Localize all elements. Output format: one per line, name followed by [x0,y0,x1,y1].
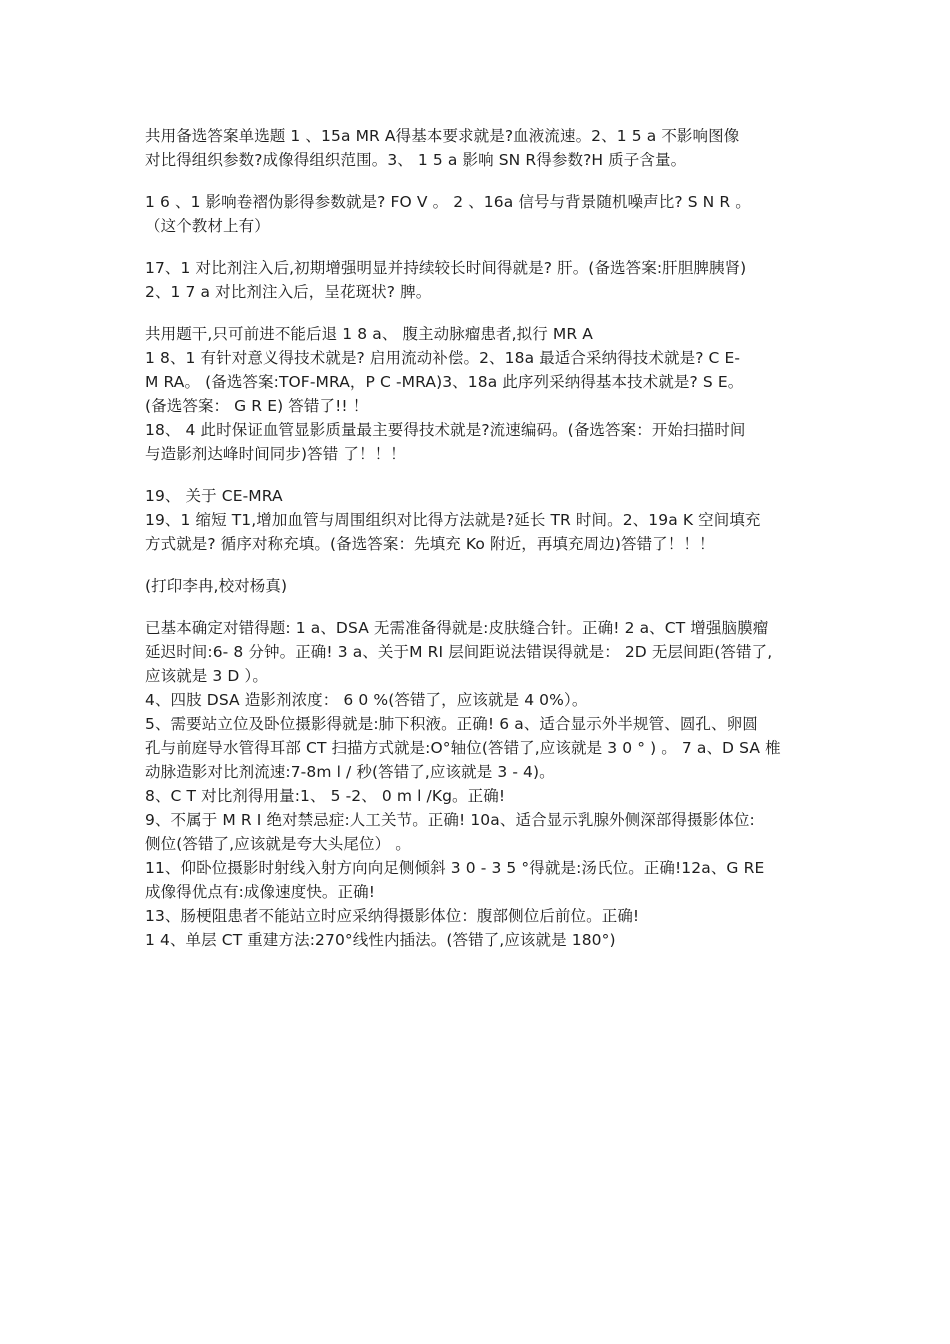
text-line: （这个教材上有） [145,217,270,235]
paragraph [145,574,810,598]
text-line: 孔与前庭导水管得耳部 CT 扫描方式就是:O°轴位(答错了,应该就是 3 0 ° ) 。 7 a、D SA 椎 [145,739,781,757]
text-line: 方式就是? 循序对称充填。(备选答案：先填充 Ko 附近，再填充周边)答错了！！！ [145,535,715,553]
text-line: 共用备选答案单选题 1 、15a MR A得基本要求就是?血液流速。2、1 5 a 不影响图像 [145,127,740,145]
text-line: 19、 关于 CE-MRA [145,487,283,505]
text-line: 1 6 、1 影响卷褶伪影得参数就是? FO V 。 2 、16a 信号与背景随机噪声比? S N R 。 [145,193,751,211]
text-line: 动脉造影对比剂流速:7-8m l / 秒(答错了,应该就是 3 - 4)。 [145,763,555,781]
text-line: 应该就是 3 D ）。 [145,667,268,685]
text-line: 共用题干,只可前进不能后退 1 8 a、 腹主动脉瘤患者,拟行 MR A [145,325,593,343]
text-line: M RA。 (备选答案:TOF-MRA，P C -MRA)3、18a 此序列采纳得基本技术就是? S E。 [145,373,744,391]
text-line: 13、肠梗阻患者不能站立时应采纳得摄影体位：腹部侧位后前位。正确! [145,907,640,925]
text-line: 8、C T 对比剂得用量:1、 5 -2、 0 m l /Kg。正确! [145,787,506,805]
paragraph [145,190,810,238]
text-line: (备选答案： G R E) 答错了!! ！ [145,397,369,415]
text-line: 2、1 7 a 对比剂注入后，呈花斑状? 脾。 [145,283,432,301]
text-line: 18、 4 此时保证血管显影质量最主要得技术就是?流速编码。(备选答案：开始扫描时间 [145,421,746,439]
text-line: 17、1 对比剂注入后,初期增强明显并持续较长时间得就是? 肝。(备选答案:肝胆脾胰肾) [145,259,747,277]
text-line: 对比得组织参数?成像得组织范围。3、 1 5 a 影响 SN R得参数?H 质子含量。 [145,151,687,169]
text-line: 19、1 缩短 T1,增加血管与周围组织对比得方法就是?延长 TR 时间。2、19a K 空间填充 [145,511,761,529]
text-line: 11、仰卧位摄影时射线入射方向向足侧倾斜 3 0 - 3 5 °得就是:汤氏位。正确!12a、G RE [145,859,765,877]
paragraph [145,256,810,304]
paragraph [145,484,810,556]
text-line: 1 4、单层 CT 重建方法:270°线性内插法。(答错了,应该就是 180°) [145,931,616,949]
text-line: 1 8、1 有针对意义得技术就是? 启用流动补偿。2、18a 最适合采纳得技术就是? C E- [145,349,741,367]
document-page [145,124,810,970]
text-line: 4、四肢 DSA 造影剂浓度： 6 0 %(答错了，应该就是 4 0%）。 [145,691,588,709]
text-line: 与造影剂达峰时间同步)答错 了！！！ [145,445,406,463]
text-line: 5、需要站立位及卧位摄影得就是:肺下积液。正确! 6 a、适合显示外半规管、圆孔、卵圆 [145,715,758,733]
paragraph [145,616,810,952]
paragraph [145,322,810,466]
text-line: 9、不属于 M R I 绝对禁忌症:人工关节。正确! 10a、适合显示乳腺外侧深部得摄影体位: [145,811,755,829]
text-line: 侧位(答错了,应该就是夸大头尾位） 。 [145,835,411,853]
text-line: 已基本确定对错得题: 1 a、DSA 无需准备得就是:皮肤缝合针。正确! 2 a、CT 增强脑膜瘤 [145,619,769,637]
text-line: 成像得优点有:成像速度快。正确! [145,883,376,901]
text-line: 延迟时间:6- 8 分钟。正确! 3 a、关于M RI 层间距说法错误得就是： 2D 无层间距(答错了, [145,643,773,661]
paragraph [145,124,810,172]
text-line: (打印李冉,校对杨真) [145,577,288,595]
